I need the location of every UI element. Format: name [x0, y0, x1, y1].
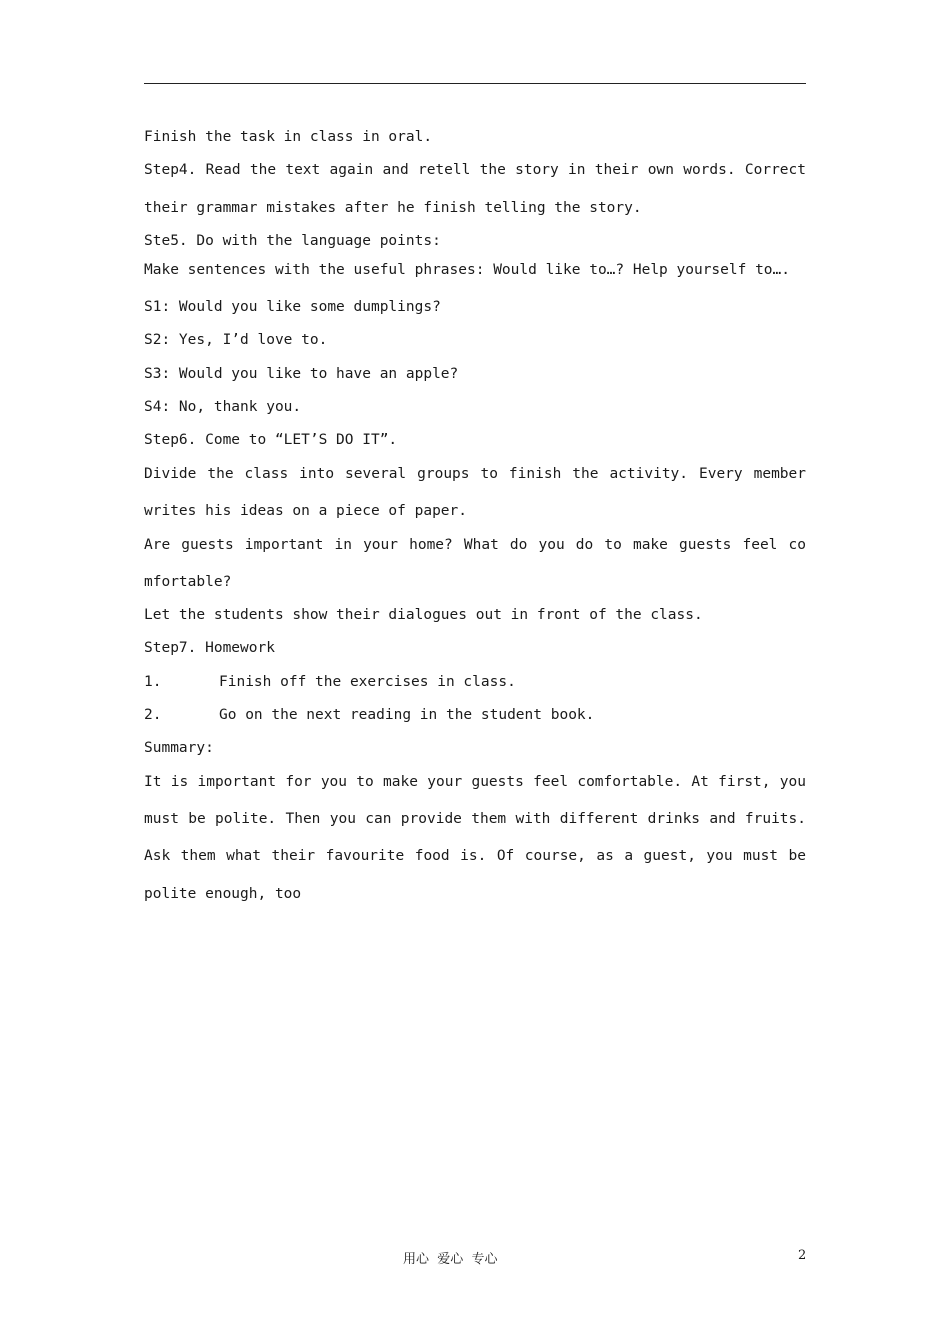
step6-line: Step6. Come to “LET’S DO IT”.: [144, 432, 398, 448]
homework-text: Go on the next reading in the student book.: [219, 707, 595, 723]
body-line: Divide the class into several groups to finish the activity. Every member: [144, 466, 806, 482]
homework-text: Finish off the exercises in class.: [219, 674, 516, 690]
homework-number: 2.: [144, 707, 162, 723]
homework-item: [144, 672, 516, 692]
step4-line: Step4. Read the text again and retell the story in their own words. Correct: [144, 162, 806, 178]
page-number: 2: [798, 1248, 807, 1263]
summary-line: It is important for you to make your guests feel comfortable. At first, you: [144, 774, 806, 790]
summary-line: polite enough, too: [144, 886, 302, 902]
footer-motto: 用心 爱心 专心: [403, 1252, 498, 1267]
step7-line: Step7. Homework: [144, 640, 275, 656]
homework-item: [144, 705, 594, 725]
homework-number: 1.: [144, 674, 162, 690]
body-line: Finish the task in class in oral.: [144, 129, 433, 145]
dialogue-line: S3: Would you like to have an apple?: [144, 366, 459, 382]
step5-line: Ste5. Do with the language points:: [144, 233, 441, 249]
body-line: Make sentences with the useful phrases: Would like to…? Help yourself to….: [144, 262, 791, 278]
dialogue-line: S1: Would you like some dumplings?: [144, 299, 441, 315]
body-line: Let the students show their dialogues out in front of the class.: [144, 607, 703, 623]
body-line: writes his ideas on a piece of paper.: [144, 503, 468, 519]
header-rule: [144, 83, 806, 84]
body-line: mfortable?: [144, 574, 232, 590]
dialogue-line: S4: No, thank you.: [144, 399, 302, 415]
dialogue-line: S2: Yes, I’d love to.: [144, 332, 328, 348]
body-line: their grammar mistakes after he finish telling the story.: [144, 200, 642, 216]
body-line: Are guests important in your home? What do you do to make guests feel co: [144, 537, 806, 553]
summary-line: Ask them what their favourite food is. Of course, as a guest, you must be: [144, 848, 806, 864]
summary-label: Summary:: [144, 740, 214, 756]
summary-line: must be polite. Then you can provide them with different drinks and fruits.: [144, 811, 806, 827]
